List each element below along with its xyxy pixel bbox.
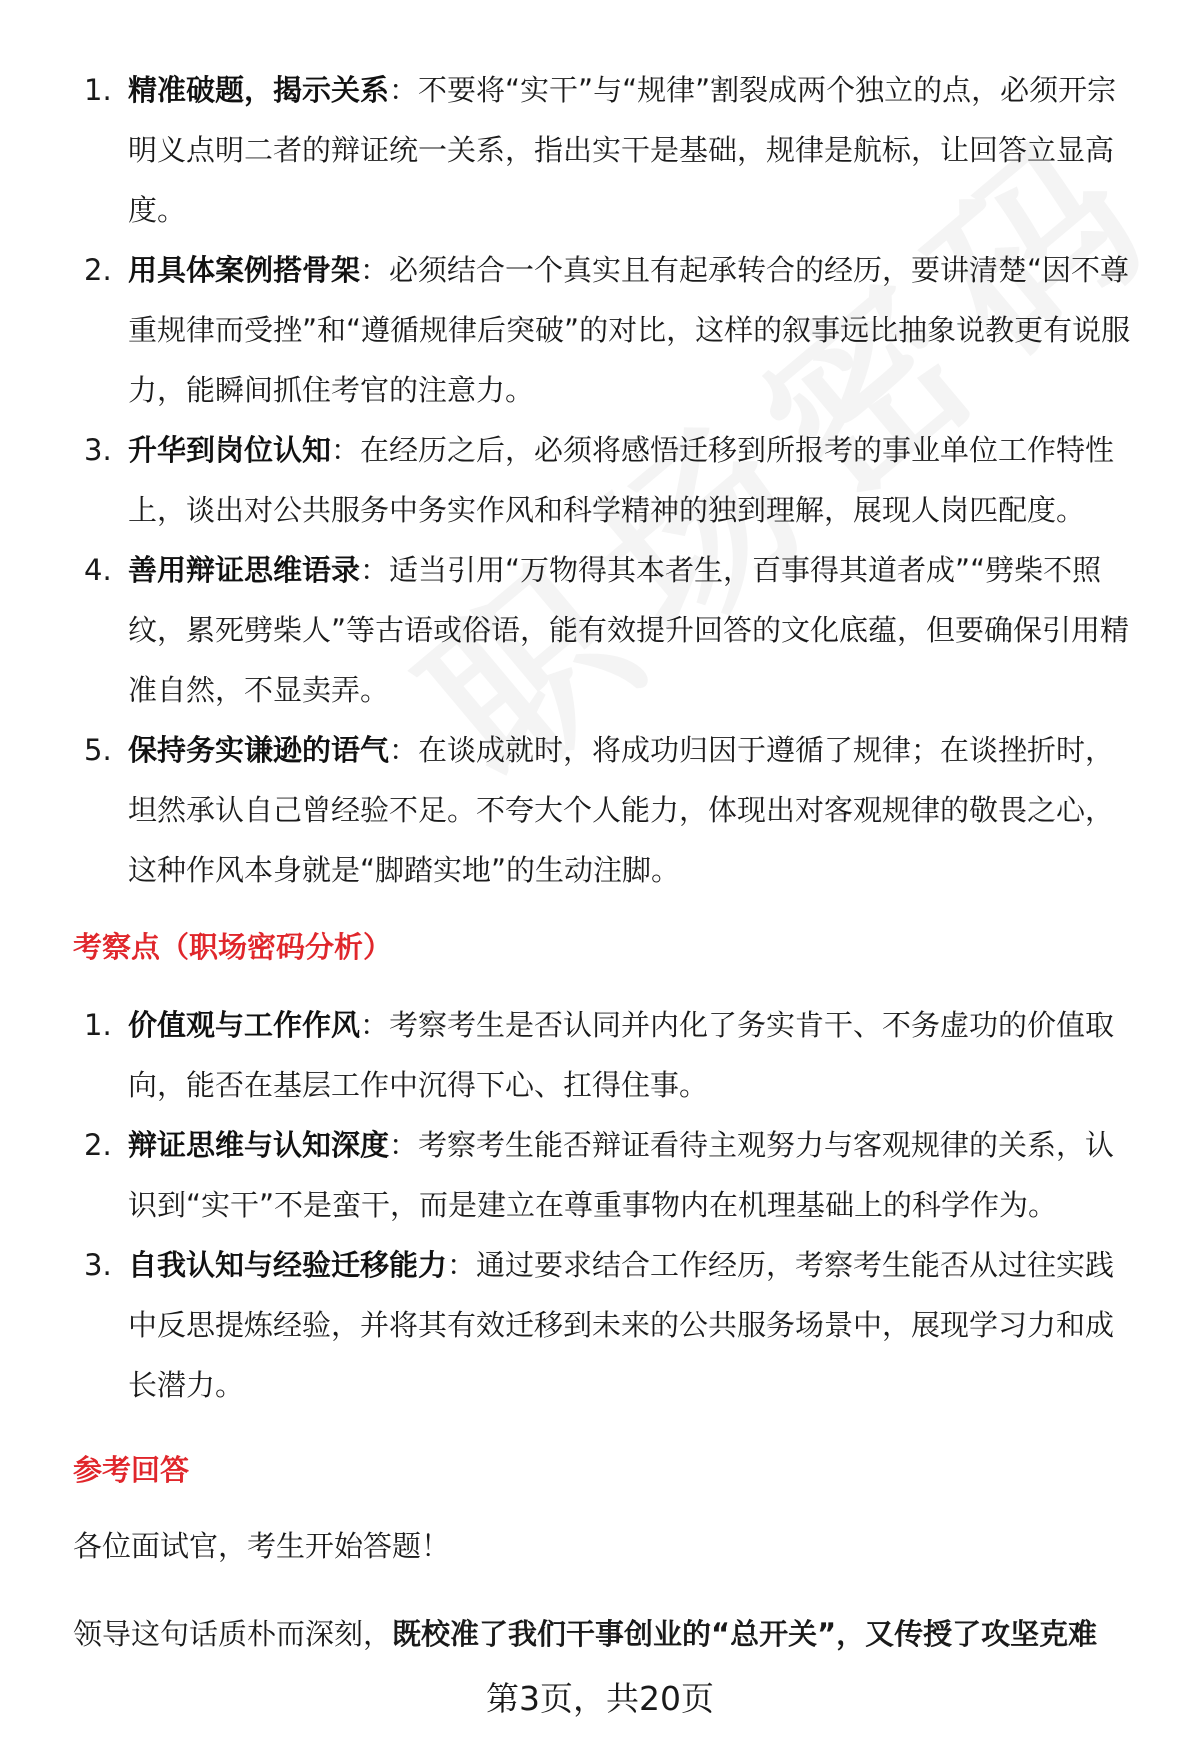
list-item-title: 升华到岗位认知 xyxy=(128,433,332,467)
list-item-title: 自我认知与经验迁移能力 xyxy=(128,1248,448,1282)
list-number: 3. xyxy=(84,433,112,467)
lead-plain-text: 领导这句话质朴而深刻， xyxy=(73,1617,393,1651)
list-item xyxy=(0,1235,1200,1415)
section-heading-reference-answer: 参考回答 xyxy=(73,1453,190,1487)
list-item-text: ：不要将“实干”与“规律”割裂成两个独立的点，必须开宗明义点明二者的辩证统一关系，指出实干是基础，规律是航标，让回答立显高度。 xyxy=(128,73,1117,227)
list-item xyxy=(0,540,1200,720)
page-number-footer: 第3页，共20页 xyxy=(486,1679,714,1718)
list-item-text: ：在经历之后，必须将感悟迁移到所报考的事业单位工作特性上，谈出对公共服务中务实作风和科学精神的独到理解，展现人岗匹配度。 xyxy=(128,433,1115,527)
list-item-text: ：考察考生是否认同并内化了务实肯干、不务虚功的价值取向，能否在基层工作中沉得下心、扛得住事。 xyxy=(128,1008,1115,1102)
list-item-title: 辩证思维与认知深度 xyxy=(128,1128,390,1162)
list-number: 1. xyxy=(84,1008,112,1042)
answer-greeting: 各位面试官，考生开始答题！ xyxy=(73,1529,451,1563)
list-item-title: 保持务实谦逊的语气 xyxy=(128,733,390,767)
list-number: 2. xyxy=(84,1128,112,1162)
list-item xyxy=(0,995,1200,1115)
list-item-text: ：考察考生能否辩证看待主观努力与客观规律的关系，认识到“实干”不是蛮干，而是建立在尊重事物内在机理基础上的科学作为。 xyxy=(128,1128,1115,1222)
lead-bold-text: 既校准了我们干事创业的“总开关”，又传授了攻坚克难 xyxy=(392,1617,1098,1651)
list-item xyxy=(0,240,1200,420)
list-item-text: ：在谈成就时，将成功归因于遵循了规律；在谈挫折时，坦然承认自己曾经验不足。不夸大个人能力，体现出对客观规律的敬畏之心，这种作风本身就是“脚踏实地”的生动注脚。 xyxy=(128,733,1115,887)
list-item-title: 精准破题，揭示关系 xyxy=(128,73,390,107)
list-item xyxy=(0,60,1200,240)
list-item-text: ：必须结合一个真实且有起承转合的经历，要讲清楚“因不尊重规律而受挫”和“遵循规律后突破”的对比，这样的叙事远比抽象说教更有说服力，能瞬间抓住考官的注意力。 xyxy=(128,253,1131,407)
list-item xyxy=(0,720,1200,900)
answer-lead-paragraph xyxy=(73,1604,1142,1664)
list-number: 3. xyxy=(84,1248,112,1282)
list-item xyxy=(0,1115,1200,1235)
answer-tips-list xyxy=(0,60,1200,900)
list-number: 1. xyxy=(84,73,112,107)
list-item-title: 善用辩证思维语录 xyxy=(128,553,361,587)
section-heading-assessment: 考察点（职场密码分析） xyxy=(73,930,393,964)
list-number: 2. xyxy=(84,253,112,287)
list-item-title: 用具体案例搭骨架 xyxy=(128,253,361,287)
list-item-title: 价值观与工作作风 xyxy=(128,1008,361,1042)
assessment-points-list xyxy=(0,995,1200,1415)
list-item xyxy=(0,420,1200,540)
list-number: 5. xyxy=(84,733,112,767)
list-item-text: ：适当引用“万物得其本者生，百事得其道者成”“劈柴不照纹，累死劈柴人”等古语或俗语，能有效提升回答的文化底蕴，但要确保引用精准自然，不显卖弄。 xyxy=(128,553,1130,707)
list-number: 4. xyxy=(84,553,112,587)
list-item-text: ：通过要求结合工作经历，考察考生能否从过往实践中反思提炼经验，并将其有效迁移到未来的公共服务场景中，展现学习力和成长潜力。 xyxy=(128,1248,1115,1402)
